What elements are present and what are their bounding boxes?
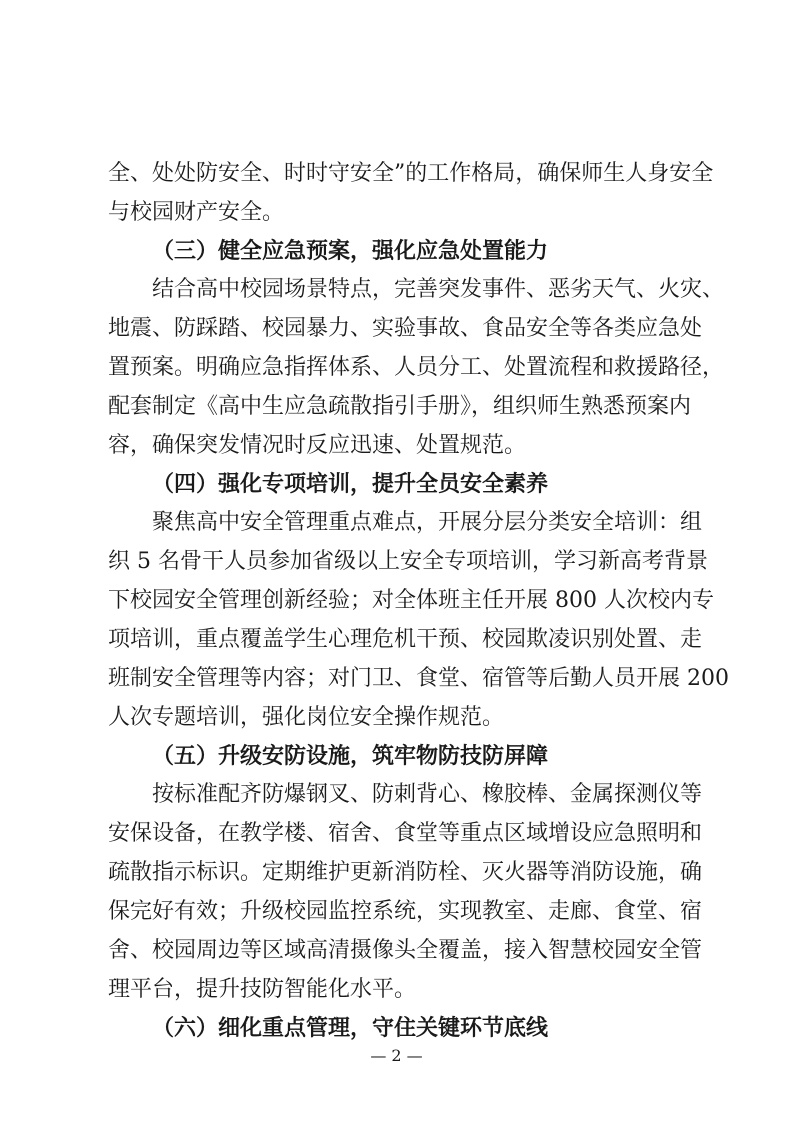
section-heading: （六）细化重点管理，守住关键环节底线 (152, 1016, 549, 1041)
section-heading: （五）升级安防设施，筑牢物防技防屏障 (152, 744, 549, 769)
paragraph-line: 项培训，重点覆盖学生心理危机干预、校园欺凌识别处置、走 (108, 627, 703, 652)
paragraph-line: 与校园财产安全。 (108, 200, 285, 225)
paragraph-line: 保完好有效；升级校园监控系统，实现教室、走廊、食堂、宿 (108, 899, 703, 924)
paragraph-line: 地震、防踩踏、校园暴力、实验事故、食品安全等各类应急处 (108, 316, 703, 341)
paragraph-line: 安保设备，在教学楼、宿舍、食堂等重点区域增设应急照明和 (108, 821, 703, 846)
paragraph-line: 聚焦高中安全管理重点难点，开展分层分类安全培训：组 (152, 510, 703, 535)
page-number: — 2 — (370, 1046, 423, 1065)
paragraph-line: 疏散指示标识。定期维护更新消防栓、灭火器等消防设施，确 (108, 860, 703, 885)
paragraph-line: 置预案。明确应急指挥体系、人员分工、处置流程和救援路径， (108, 355, 725, 380)
paragraph-line: 理平台，提升技防智能化水平。 (108, 977, 417, 1002)
paragraph-line: 人次专题培训，强化岗位安全操作规范。 (108, 705, 505, 730)
section-heading: （四）强化专项培训，提升全员安全素养 (152, 472, 549, 497)
paragraph-line: 班制安全管理等内容；对门卫、食堂、宿管等后勤人员开展 200 (108, 666, 729, 691)
paragraph-line: 容，确保突发情况时反应迅速、处置规范。 (108, 433, 527, 458)
paragraph-line: 结合高中校园场景特点，完善突发事件、恶劣天气、火灾、 (152, 277, 725, 302)
paragraph-line: 全、处处防安全、时时守安全”的工作格局，确保师生人身安全 (108, 161, 714, 186)
paragraph-line: 舍、校园周边等区域高清摄像头全覆盖，接入智慧校园安全管 (108, 938, 703, 963)
paragraph-line: 按标准配齐防爆钢叉、防刺背心、橡胶棒、金属探测仪等 (152, 782, 703, 807)
paragraph-line: 下校园安全管理创新经验；对全体班主任开展 800 人次校内专 (108, 588, 714, 613)
paragraph-line: 织 5 名骨干人员参加省级以上安全专项培训，学习新高考背景 (108, 549, 708, 574)
paragraph-line: 配套制定《高中生应急疏散指引手册》，组织师生熟悉预案内 (108, 394, 692, 419)
section-heading: （三）健全应急预案，强化应急处置能力 (152, 239, 549, 264)
